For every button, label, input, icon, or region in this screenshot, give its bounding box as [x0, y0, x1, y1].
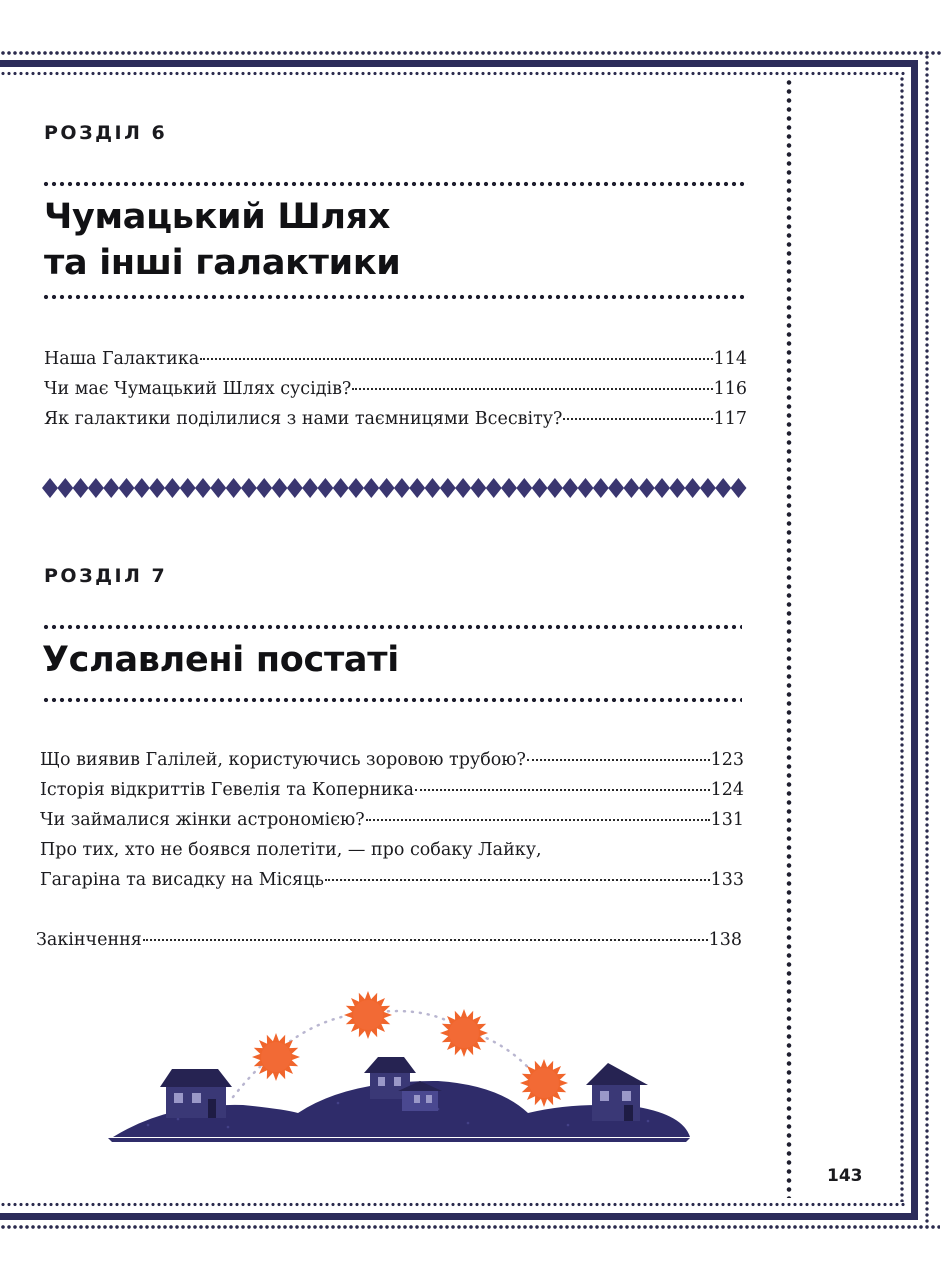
frame-inner-dotted-right: [899, 76, 905, 1202]
diamond-ornament: [88, 478, 104, 498]
chapter-6-title-line-2: та інші галактики: [44, 243, 401, 283]
dotted-separator: [42, 624, 742, 630]
diamond-ornament: [272, 478, 288, 498]
diamond-ornament: [440, 478, 456, 498]
dot-leader: [352, 388, 712, 390]
diamond-ornament: [164, 478, 180, 498]
diamond-ornament: [562, 478, 578, 498]
page-number: 143: [827, 1166, 863, 1186]
toc-entry-title-line-2: Гагаріна та висадку на Місяць: [40, 870, 324, 890]
chapter-7-label: РОЗДІЛ 7: [44, 565, 168, 587]
toc-entry-line: [40, 835, 744, 865]
diamond-ornament: [470, 478, 486, 498]
diamond-ornament: [180, 478, 196, 498]
toc-entry-page: 133: [710, 870, 744, 890]
diamond-ornament: [363, 478, 379, 498]
toc-entry[interactable]: [44, 374, 747, 404]
dot-leader: [527, 759, 710, 761]
toc-entry-page: 138: [708, 930, 742, 950]
diamond-ornament: [608, 478, 624, 498]
toc-entry[interactable]: [40, 805, 744, 835]
toc-entry[interactable]: [40, 775, 744, 805]
diamond-ornament: [516, 478, 532, 498]
diamond-ornament: [425, 478, 441, 498]
diamond-ornament: [409, 478, 425, 498]
frame-dotted-column: [785, 78, 793, 1198]
diamond-ornament: [348, 478, 364, 498]
diamond-ornament: [639, 478, 655, 498]
frame-dotted-border-right: [924, 54, 930, 1226]
toc-entry[interactable]: [36, 925, 742, 955]
house-left: [160, 1069, 232, 1118]
toc-entry-page: 124: [710, 780, 744, 800]
toc-entry-page: 123: [710, 750, 744, 770]
diamond-ornament: [715, 478, 731, 498]
dot-leader: [563, 418, 712, 420]
diamond-ornament-divider: [42, 477, 748, 499]
toc-entry-title: Історія відкриттів Гевелія та Коперника: [40, 780, 414, 800]
diamond-ornament: [455, 478, 471, 498]
dot-leader: [366, 819, 710, 821]
sun-icon: [440, 1009, 488, 1057]
frame-dotted-border-bottom: [0, 1224, 940, 1230]
frame-dotted-border-top: [0, 50, 942, 56]
ending-toc: [36, 925, 742, 955]
dot-leader: [143, 939, 708, 941]
diamond-ornament: [547, 478, 563, 498]
dot-leader: [325, 879, 710, 881]
diamond-ornament: [669, 478, 685, 498]
diamond-ornament: [57, 478, 73, 498]
dotted-separator: [42, 294, 748, 300]
diamond-ornament: [379, 478, 395, 498]
toc-entry-multiline[interactable]: [40, 835, 744, 895]
toc-entry-title: Чи має Чумацький Шлях сусідів?: [44, 379, 352, 399]
diamond-ornament: [210, 478, 226, 498]
frame-thick-border-top: [0, 60, 918, 67]
frame-thick-border-right: [911, 60, 918, 1220]
diamond-ornament: [333, 478, 349, 498]
toc-entry[interactable]: [44, 344, 747, 374]
diamond-ornament: [195, 478, 211, 498]
diamond-ornament: [226, 478, 242, 498]
chapter-7-toc: [40, 745, 744, 895]
chapter-6-toc: [44, 344, 747, 434]
diamond-ornament: [501, 478, 517, 498]
toc-entry-page: 114: [713, 349, 747, 369]
diamond-ornament: [256, 478, 272, 498]
toc-entry-line: [40, 865, 744, 895]
house-right: [586, 1063, 648, 1121]
diamond-ornament: [103, 478, 119, 498]
toc-entry-title-line-1: Про тих, хто не боявся полетіти, — про собаку Лайку,: [40, 840, 542, 860]
dotted-separator: [42, 697, 742, 703]
diamond-ornament: [623, 478, 639, 498]
dotted-separator: [42, 181, 748, 187]
frame-thick-border-bottom: [0, 1213, 918, 1220]
diamond-ornament: [149, 478, 165, 498]
diamond-ornament: [700, 478, 716, 498]
diamond-ornament: [302, 478, 318, 498]
diamond-ornament: [685, 478, 701, 498]
frame-inner-dotted-top: [0, 71, 905, 76]
diamond-ornament: [532, 478, 548, 498]
diamond-ornament: [394, 478, 410, 498]
toc-entry-page: 117: [713, 409, 747, 429]
toc-entry[interactable]: [40, 745, 744, 775]
sun-icon: [520, 1059, 568, 1107]
diamond-ornament: [731, 478, 747, 498]
diamond-ornament: [73, 478, 89, 498]
diamond-ornament: [241, 478, 257, 498]
toc-entry-title: Закінчення: [36, 930, 142, 950]
chapter-6-title-line-1: Чумацький Шлях: [44, 197, 391, 237]
toc-entry-title: Чи займалися жінки астрономією?: [40, 810, 365, 830]
sun-icon: [252, 1033, 300, 1081]
diamond-ornament: [578, 478, 594, 498]
diamond-ornament: [134, 478, 150, 498]
toc-entry-title: Як галактики поділилися з нами таємницями Всесвіту?: [44, 409, 563, 429]
toc-entry-title: Що виявив Галілей, користуючись зоровою трубою?: [40, 750, 526, 770]
chapter-6-title: [44, 194, 401, 286]
hills-houses-sun-illustration: [108, 985, 698, 1145]
toc-entry[interactable]: [44, 404, 747, 434]
diamond-ornament: [42, 478, 58, 498]
diamond-ornament: [119, 478, 135, 498]
diamond-ornament: [654, 478, 670, 498]
diamond-ornament: [287, 478, 303, 498]
dot-leader: [415, 789, 710, 791]
diamond-ornament: [486, 478, 502, 498]
dot-leader: [200, 358, 712, 360]
diamond-ornament: [317, 478, 333, 498]
diamond-ornament: [593, 478, 609, 498]
sun-icon: [344, 991, 392, 1039]
chapter-7-title: Уславлені постаті: [42, 640, 399, 680]
toc-entry-title: Наша Галактика: [44, 349, 200, 369]
toc-entry-page: 116: [713, 379, 747, 399]
chapter-6-label: РОЗДІЛ 6: [44, 122, 168, 144]
toc-entry-page: 131: [710, 810, 744, 830]
frame-inner-dotted-bottom: [0, 1202, 905, 1207]
